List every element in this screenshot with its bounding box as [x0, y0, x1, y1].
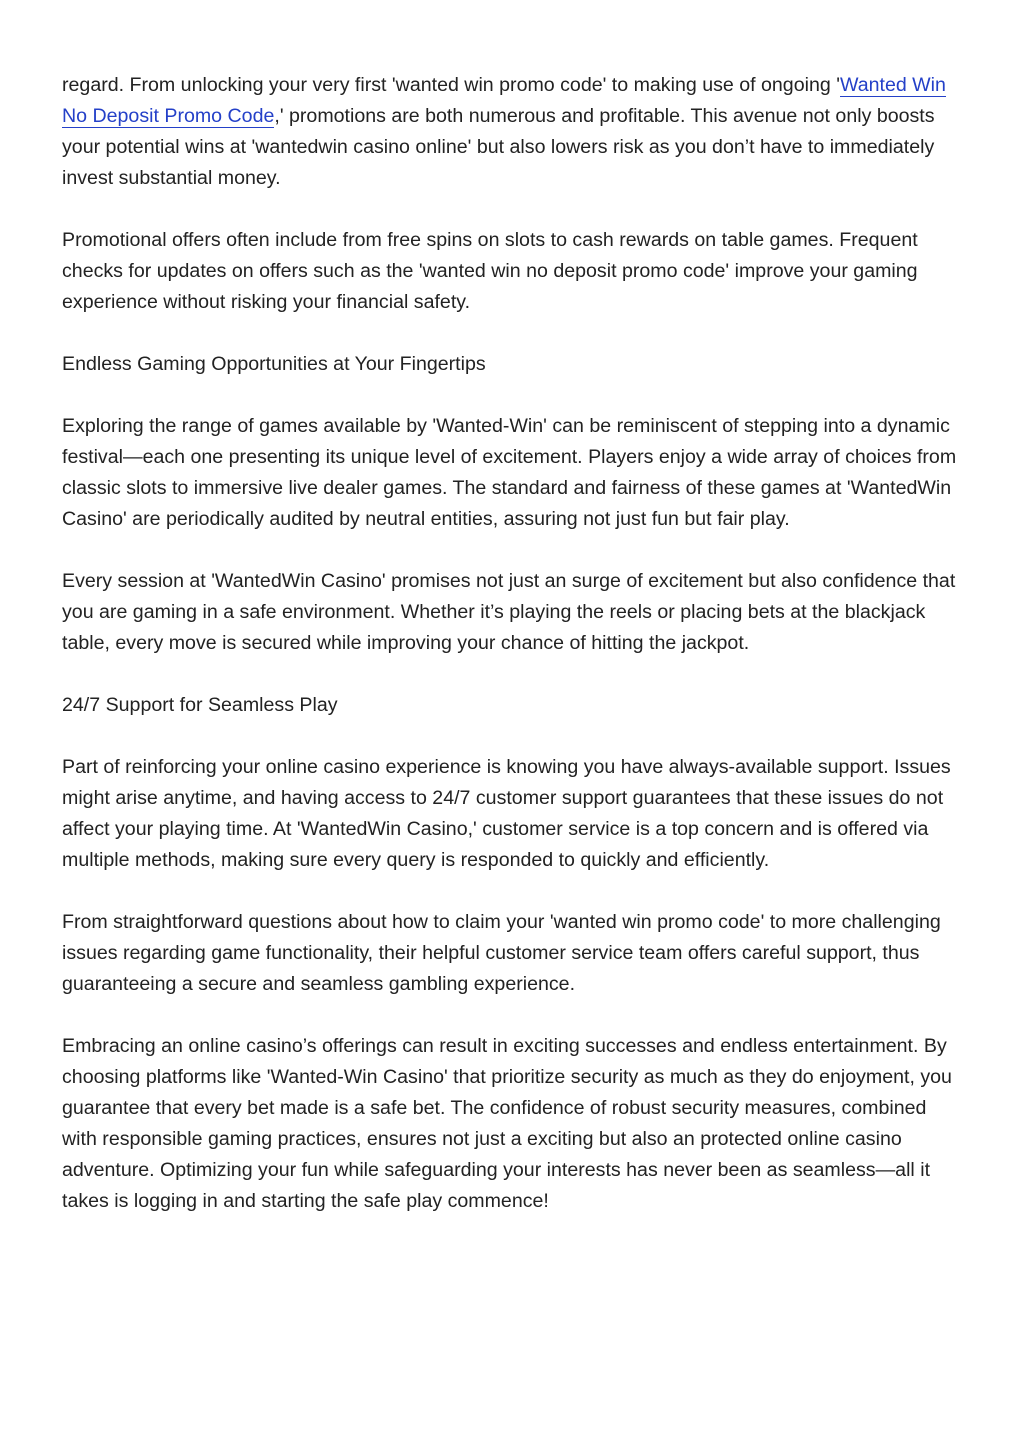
paragraph-intro-text-before: regard. From unlocking your very first 'wanted win promo code' to making use of ongoing '	[62, 74, 840, 96]
paragraph-games-range: Exploring the range of games available by 'Wanted-Win' can be reminiscent of stepping into a dynamic festival—each one presenting its unique level of excitement. Players enjoy a wide array of choices from classic slots to immersive live dealer games. The standard and fairness of these games at 'WantedWin Casino' are periodically audited by neutral entities, assuring not just fun but fair play.	[62, 415, 957, 530]
paragraph-support: Part of reinforcing your online casino experience is knowing you have always-available support. Issues might arise anytime, and having access to 24/7 customer support guarantees that these issues do not affect your playing time. At 'WantedWin Casino,' customer service is a top concern and is offered via multiple methods, making sure every query is responded to quickly and efficiently.	[62, 756, 951, 871]
paragraph-promotional-offers: Promotional offers often include from free spins on slots to cash rewards on table games. Frequent checks for updates on offers such as the 'wanted win no deposit promo code' improve your gaming experience without risking your financial safety.	[62, 229, 918, 313]
no-deposit-promo-link[interactable]: Wanted Win No Deposit Promo Code	[62, 74, 946, 127]
section-heading-support: 24/7 Support for Seamless Play	[62, 694, 338, 716]
paragraph-customer-service: From straightforward questions about how to claim your 'wanted win promo code' to more challenging issues regarding game functionality, their helpful customer service team offers careful support, thus guaranteeing a secure and seamless gambling experience.	[62, 911, 941, 995]
paragraph-intro-text-after: ,' promotions are both numerous and profitable. This avenue not only boosts your potential wins at 'wantedwin casino online' but also lowers risk as you don’t have to immediately invest substantial money.	[62, 105, 935, 189]
section-heading-gaming-opportunities: Endless Gaming Opportunities at Your Fingertips	[62, 353, 486, 375]
document-body	[62, 70, 962, 1248]
paragraph-conclusion: Embracing an online casino’s offerings can result in exciting successes and endless entertainment. By choosing platforms like 'Wanted-Win Casino' that prioritize security as much as they do enjoyment, you guarantee that every bet made is a safe bet. The confidence of robust security measures, combined with responsible gaming practices, ensures not just a exciting but also an protected online casino adventure. Optimizing your fun while safeguarding your interests has never been as seamless—all it takes is logging in and starting the safe play commence!	[62, 1035, 952, 1212]
paragraph-intro	[62, 70, 962, 194]
paragraph-session-safety: Every session at 'WantedWin Casino' promises not just an surge of excitement but also confidence that you are gaming in a safe environment. Whether it’s playing the reels or placing bets at the blackjack table, every move is secured while improving your chance of hitting the jackpot.	[62, 570, 956, 654]
